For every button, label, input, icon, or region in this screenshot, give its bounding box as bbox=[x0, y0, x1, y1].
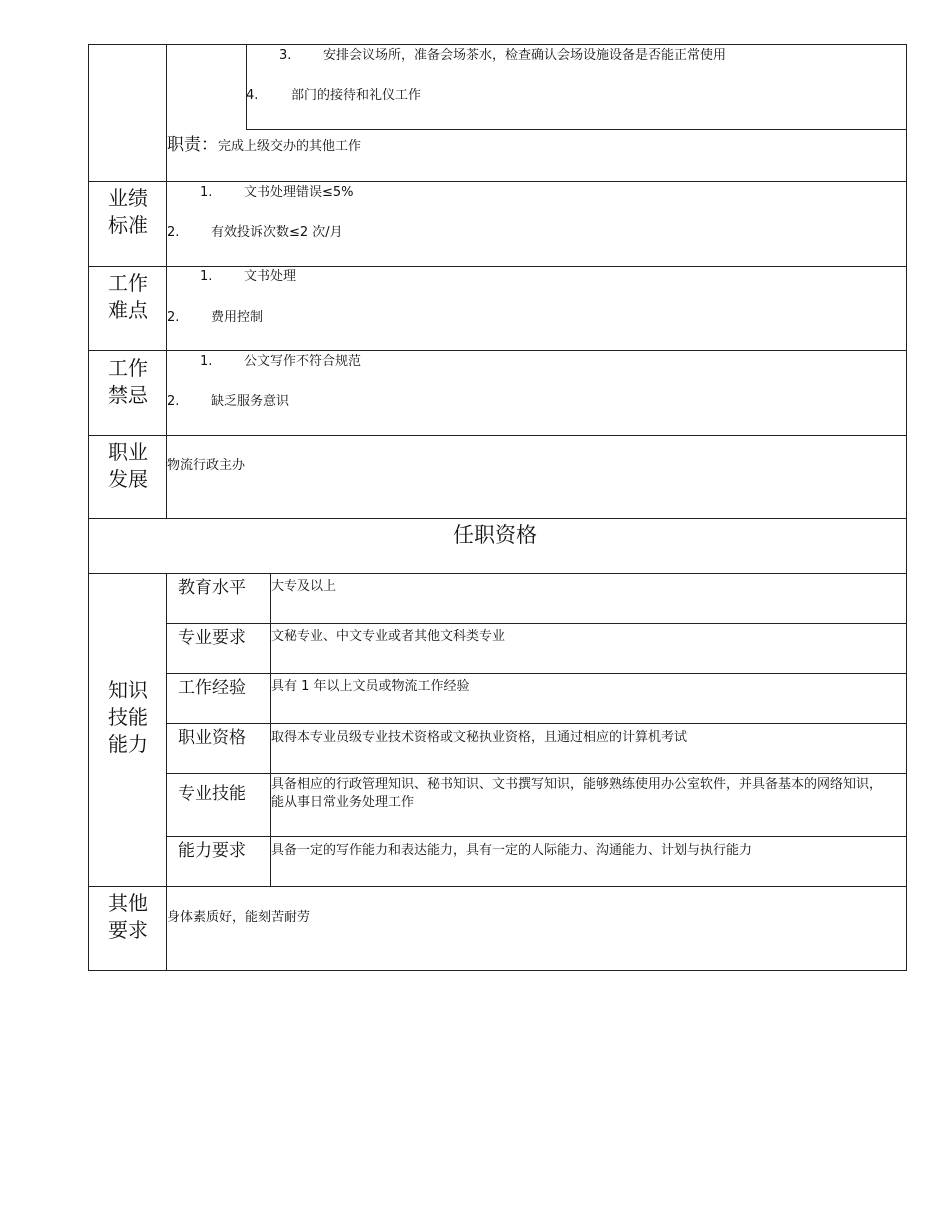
duty-item: 3. 安排会议场所，准备会场茶水，检查确认会场设施设备是否能正常使用 bbox=[279, 48, 727, 63]
taboos-label: 工作 禁忌 bbox=[108, 356, 148, 407]
duty-item: 4. 部门的接待和礼仪工作 bbox=[246, 88, 422, 103]
performance-item: 1. 文书处理错误≤5% bbox=[200, 185, 354, 200]
performance-item: 2. 有效投诉次数≤2 次/月 bbox=[167, 225, 343, 240]
career-label: 职业 发展 bbox=[108, 440, 148, 491]
difficulty-item: 2. 费用控制 bbox=[167, 310, 264, 325]
ability-value: 具备一定的写作能力和表达能力，具有一定的人际能力、沟通能力、计划与执行能力 bbox=[271, 843, 753, 858]
education-label: 教育水平 bbox=[178, 578, 246, 598]
taboo-item: 1. 公文写作不符合规范 bbox=[200, 354, 362, 369]
taboo-item: 2. 缺乏服务意识 bbox=[167, 394, 290, 409]
row-divider bbox=[88, 886, 907, 887]
skills-label: 专业技能 bbox=[178, 784, 246, 804]
other-label: 其他 要求 bbox=[108, 891, 148, 942]
certification-value: 取得本专业员级专业技术资格或文秘执业资格，且通过相应的计算机考试 bbox=[271, 730, 688, 745]
row-divider bbox=[167, 673, 907, 674]
row-divider bbox=[88, 573, 907, 574]
row-divider bbox=[167, 623, 907, 624]
row-divider bbox=[167, 773, 907, 774]
row-divider bbox=[167, 836, 907, 837]
ability-label: 能力要求 bbox=[178, 841, 246, 861]
duty-other: 职责：完成上级交办的其他工作 bbox=[167, 135, 362, 155]
performance-label: 业绩 标准 bbox=[108, 186, 148, 237]
table-frame bbox=[88, 44, 907, 971]
education-value: 大专及以上 bbox=[271, 579, 337, 594]
row-divider bbox=[246, 129, 907, 130]
row-divider bbox=[88, 518, 907, 519]
major-value: 文秘专业、中文专业或者其他文科类专业 bbox=[271, 629, 506, 644]
difficulty-item: 1. 文书处理 bbox=[200, 269, 297, 284]
qualifications-group-label: 知识 技能 能力 bbox=[108, 678, 148, 756]
difficulties-label: 工作 难点 bbox=[108, 271, 148, 322]
row-divider bbox=[88, 350, 907, 351]
major-label: 专业要求 bbox=[178, 628, 246, 648]
row-divider bbox=[167, 723, 907, 724]
row-divider bbox=[88, 266, 907, 267]
experience-label: 工作经验 bbox=[178, 678, 246, 698]
other-text: 身体素质好，能刻苦耐劳 bbox=[167, 910, 311, 925]
career-text: 物流行政主办 bbox=[167, 458, 246, 473]
skills-value: 具备相应的行政管理知识、秘书知识、文书撰写知识，能够熟练使用办公室软件，并具备基本的网络知识，能从事日常业务处理工作 bbox=[271, 777, 883, 810]
certification-label: 职业资格 bbox=[178, 728, 246, 748]
row-divider bbox=[88, 181, 907, 182]
col-divider bbox=[246, 44, 247, 130]
qualifications-title: 任职资格 bbox=[453, 523, 537, 547]
experience-value: 具有 1 年以上文员或物流工作经验 bbox=[271, 679, 470, 694]
row-divider bbox=[88, 435, 907, 436]
